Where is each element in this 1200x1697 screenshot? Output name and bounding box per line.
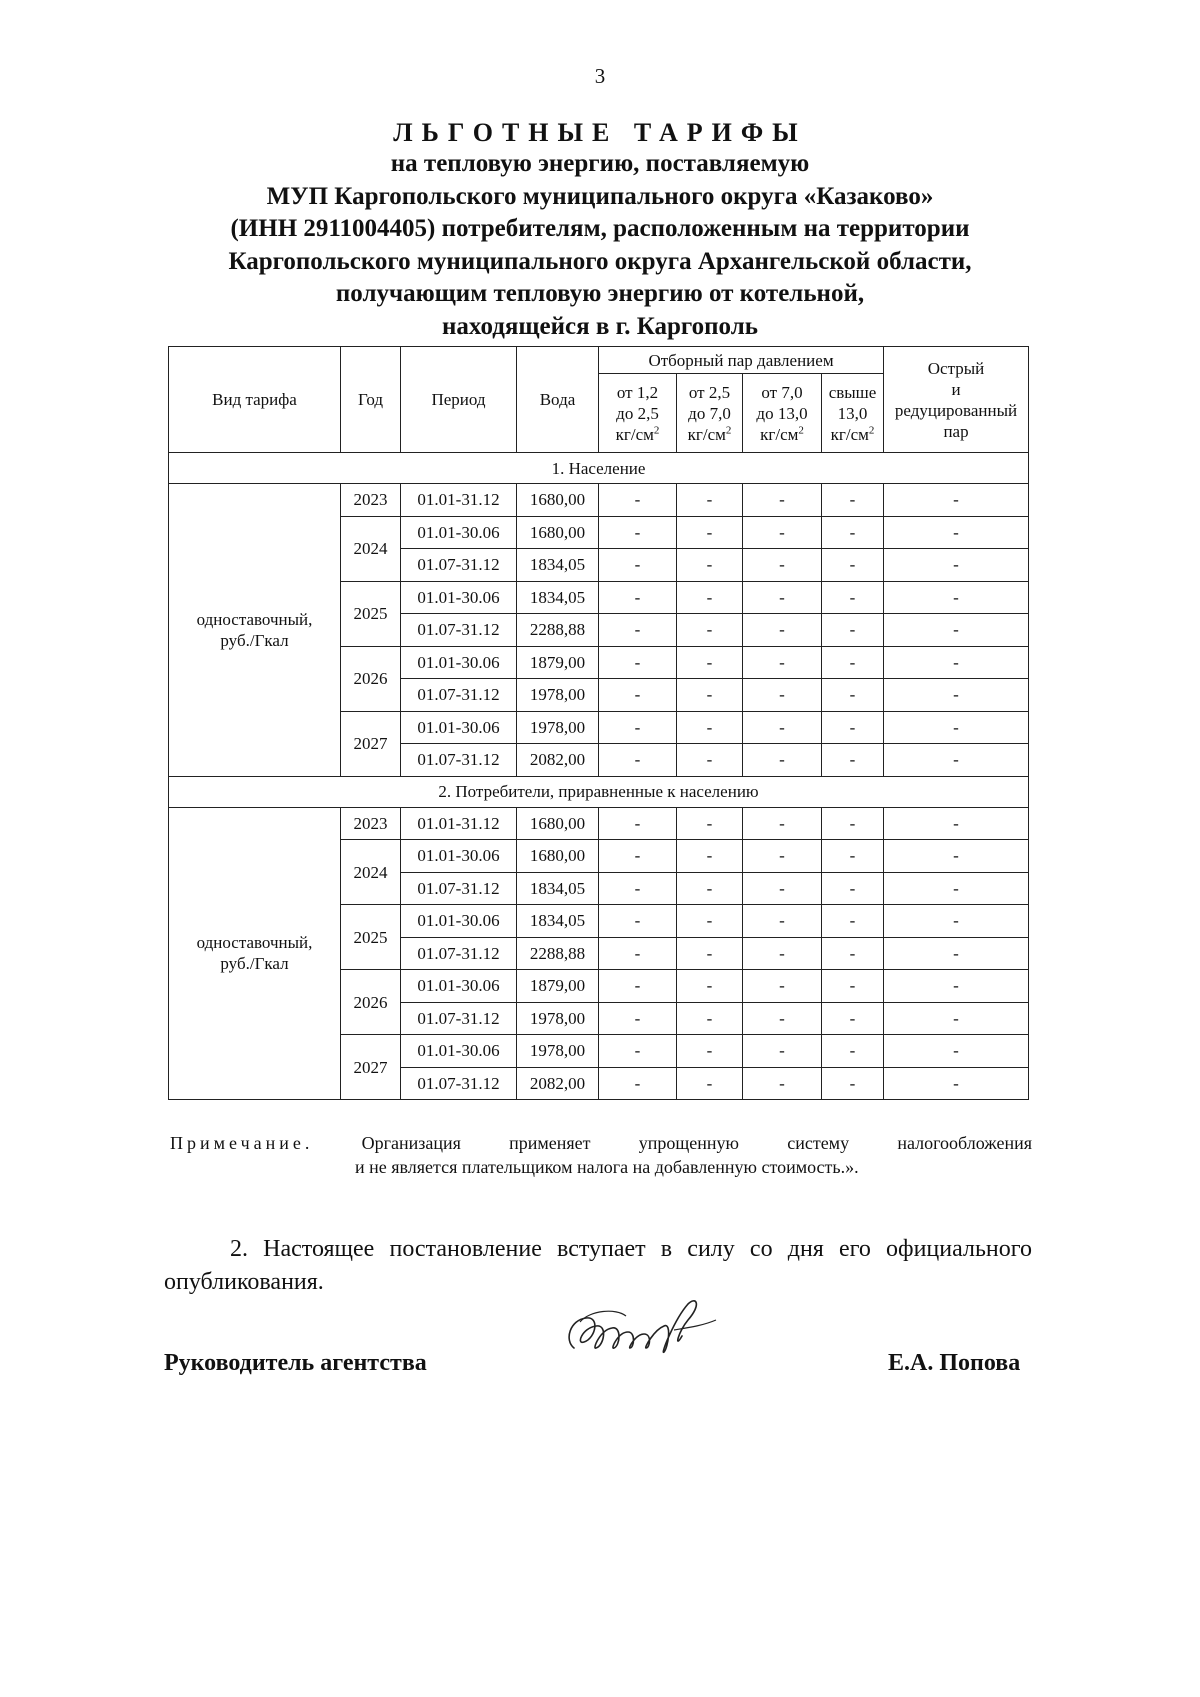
dash-cell: - <box>599 581 677 614</box>
dash-cell: - <box>884 679 1029 712</box>
year-cell: 2027 <box>341 711 401 776</box>
dash-cell: - <box>822 484 884 517</box>
signer-position: Руководитель агентства <box>164 1350 427 1376</box>
tariff-type-cell <box>169 484 341 777</box>
header-sharp-line: и <box>951 379 961 399</box>
dash-cell: - <box>822 711 884 744</box>
dash-cell: - <box>599 484 677 517</box>
header-steam-3 <box>743 374 822 453</box>
dash-cell: - <box>677 807 743 840</box>
page-number: 3 <box>594 64 606 88</box>
dash-cell: - <box>884 807 1029 840</box>
year-cell: 2023 <box>341 807 401 840</box>
dash-cell: - <box>884 905 1029 938</box>
period-cell: 01.01-30.06 <box>401 581 517 614</box>
dash-cell: - <box>884 614 1029 647</box>
dash-cell: - <box>822 646 884 679</box>
header-line: от 7,0 <box>761 382 803 402</box>
dash-cell: - <box>743 549 822 582</box>
header-sharp-steam <box>884 347 1029 453</box>
dash-cell: - <box>743 744 822 777</box>
title-line: (ИНН 2911004405) потребителям, расположенным на территории <box>230 215 970 242</box>
header-year: Год <box>341 347 401 453</box>
header-unit-power: 2 <box>725 423 732 436</box>
dash-cell: - <box>743 970 822 1003</box>
section-title: 2. Потребители, приравненные к населению <box>169 776 1029 807</box>
dash-cell: - <box>743 614 822 647</box>
water-cell: 1879,00 <box>517 646 599 679</box>
tariffs-table <box>168 346 1029 1100</box>
dash-cell: - <box>677 549 743 582</box>
title-line: получающим тепловую энергию от котельной, <box>335 280 865 307</box>
period-cell: 01.07-31.12 <box>401 872 517 905</box>
dash-cell: - <box>822 872 884 905</box>
note-line-2: и не является плательщиком налога на добавленную стоимость.». <box>355 1157 859 1177</box>
section-row <box>169 453 1029 484</box>
note-word: упрощенную <box>638 1133 739 1153</box>
dash-cell: - <box>884 744 1029 777</box>
header-period: Период <box>401 347 517 453</box>
tariff-type-line: одноставочный, <box>196 933 313 953</box>
header-tariff-type: Вид тарифа <box>169 347 341 453</box>
dash-cell: - <box>822 581 884 614</box>
title-line: находящейся в г. Каргополь <box>442 312 758 340</box>
dash-cell: - <box>599 1002 677 1035</box>
header-line: до 2,5 <box>616 403 659 423</box>
header-water: Вода <box>517 347 599 453</box>
year-cell: 2026 <box>341 646 401 711</box>
dash-cell: - <box>599 905 677 938</box>
water-cell: 2288,88 <box>517 937 599 970</box>
header-unit: кг/см <box>615 424 654 444</box>
period-cell: 01.01-31.12 <box>401 807 517 840</box>
dash-cell: - <box>743 840 822 873</box>
dash-cell: - <box>743 484 822 517</box>
tariffs-table-body <box>169 453 1029 1100</box>
dash-cell: - <box>822 937 884 970</box>
note-line-1 <box>170 1131 1032 1155</box>
dash-cell: - <box>884 970 1029 1003</box>
dash-cell: - <box>822 744 884 777</box>
header-unit-power: 2 <box>798 423 804 436</box>
header-line: свыше <box>828 382 877 402</box>
water-cell: 1680,00 <box>517 840 599 873</box>
period-cell: 01.07-31.12 <box>401 1002 517 1035</box>
table-row <box>169 484 1029 517</box>
paragraph-line-1: 2. Настоящее постановление вступает в силу со дня его официального <box>230 1236 1032 1262</box>
dash-cell: - <box>599 1067 677 1100</box>
dash-cell: - <box>599 807 677 840</box>
dash-cell: - <box>822 614 884 647</box>
dash-cell: - <box>743 1035 822 1068</box>
dash-cell: - <box>677 679 743 712</box>
dash-cell: - <box>677 840 743 873</box>
dash-cell: - <box>743 516 822 549</box>
dash-cell: - <box>599 937 677 970</box>
header-steam-4 <box>822 374 884 453</box>
signer-name: Е.А. Попова <box>888 1350 1021 1376</box>
dash-cell: - <box>599 1035 677 1068</box>
period-cell: 01.07-31.12 <box>401 614 517 647</box>
period-cell: 01.01-30.06 <box>401 840 517 873</box>
dash-cell: - <box>743 581 822 614</box>
dash-cell: - <box>677 1035 743 1068</box>
water-cell: 1680,00 <box>517 484 599 517</box>
section-title: 1. Население <box>169 453 1029 484</box>
water-cell: 2082,00 <box>517 744 599 777</box>
dash-cell: - <box>822 1067 884 1100</box>
year-cell: 2027 <box>341 1035 401 1100</box>
dash-cell: - <box>743 937 822 970</box>
header-sharp-line: редуцированный <box>894 400 1018 420</box>
period-cell: 01.07-31.12 <box>401 549 517 582</box>
dash-cell: - <box>822 905 884 938</box>
dash-cell: - <box>743 679 822 712</box>
water-cell: 1978,00 <box>517 1035 599 1068</box>
water-cell: 1834,05 <box>517 581 599 614</box>
header-unit-power: 2 <box>653 423 660 436</box>
paragraph-line-2: опубликования. <box>164 1269 324 1295</box>
dash-cell: - <box>884 484 1029 517</box>
water-cell: 1834,05 <box>517 549 599 582</box>
dash-cell: - <box>599 840 677 873</box>
dash-cell: - <box>743 905 822 938</box>
header-sharp-line: Острый <box>927 358 985 378</box>
dash-cell: - <box>677 970 743 1003</box>
dash-cell: - <box>743 1067 822 1100</box>
dash-cell: - <box>822 970 884 1003</box>
dash-cell: - <box>677 484 743 517</box>
period-cell: 01.01-30.06 <box>401 516 517 549</box>
dash-cell: - <box>599 872 677 905</box>
dash-cell: - <box>743 872 822 905</box>
header-line: от 1,2 <box>616 382 659 402</box>
title-line: на тепловую энергию, поставляемую <box>390 150 810 177</box>
note-word: Организация <box>361 1133 461 1153</box>
header-unit-power: 2 <box>868 423 875 436</box>
title-main: ЛЬГОТНЫЕ ТАРИФЫ <box>393 118 807 147</box>
dash-cell: - <box>677 581 743 614</box>
dash-cell: - <box>822 679 884 712</box>
year-cell: 2025 <box>341 905 401 970</box>
header-unit: кг/см <box>760 424 799 444</box>
dash-cell: - <box>884 646 1029 679</box>
water-cell: 2288,88 <box>517 614 599 647</box>
dash-cell: - <box>599 711 677 744</box>
note-label: Примечание. <box>170 1133 314 1153</box>
year-cell: 2025 <box>341 581 401 646</box>
dash-cell: - <box>599 516 677 549</box>
dash-cell: - <box>677 744 743 777</box>
dash-cell: - <box>884 549 1029 582</box>
header-unit: кг/см <box>687 424 726 444</box>
header-sharp-line: пар <box>943 421 969 441</box>
dash-cell: - <box>599 679 677 712</box>
header-line: до 7,0 <box>688 403 731 423</box>
dash-cell: - <box>677 516 743 549</box>
water-cell: 1834,05 <box>517 905 599 938</box>
dash-cell: - <box>599 646 677 679</box>
dash-cell: - <box>884 1067 1029 1100</box>
tariff-type-line: одноставочный, <box>196 609 313 629</box>
dash-cell: - <box>599 614 677 647</box>
period-cell: 01.01-30.06 <box>401 905 517 938</box>
header-steam-2 <box>677 374 743 453</box>
dash-cell: - <box>743 1002 822 1035</box>
tariff-type-line: руб./Гкал <box>220 954 289 974</box>
water-cell: 1834,05 <box>517 872 599 905</box>
year-cell: 2026 <box>341 970 401 1035</box>
title-line: Каргопольского муниципального округа Архангельской области, <box>228 247 972 275</box>
note-word: налогообложения <box>897 1133 1032 1153</box>
dash-cell: - <box>884 937 1029 970</box>
period-cell: 01.07-31.12 <box>401 744 517 777</box>
water-cell: 1680,00 <box>517 807 599 840</box>
dash-cell: - <box>822 807 884 840</box>
dash-cell: - <box>884 1002 1029 1035</box>
header-line: от 2,5 <box>688 382 731 402</box>
header-line: 13,0 <box>837 403 868 423</box>
period-cell: 01.01-30.06 <box>401 1035 517 1068</box>
year-cell: 2024 <box>341 516 401 581</box>
dash-cell: - <box>677 711 743 744</box>
header-steam-1 <box>599 374 677 453</box>
water-cell: 1680,00 <box>517 516 599 549</box>
dash-cell: - <box>677 905 743 938</box>
period-cell: 01.01-30.06 <box>401 646 517 679</box>
dash-cell: - <box>677 937 743 970</box>
dash-cell: - <box>599 970 677 1003</box>
dash-cell: - <box>677 1002 743 1035</box>
header-steam-group: Отборный пар давлением <box>599 347 884 374</box>
water-cell: 2082,00 <box>517 1067 599 1100</box>
period-cell: 01.01-31.12 <box>401 484 517 517</box>
dash-cell: - <box>884 581 1029 614</box>
dash-cell: - <box>822 1035 884 1068</box>
dash-cell: - <box>743 711 822 744</box>
dash-cell: - <box>599 549 677 582</box>
period-cell: 01.01-30.06 <box>401 711 517 744</box>
year-cell: 2023 <box>341 484 401 517</box>
period-cell: 01.07-31.12 <box>401 1067 517 1100</box>
document-title <box>0 118 1200 343</box>
note <box>170 1131 1032 1179</box>
period-cell: 01.07-31.12 <box>401 937 517 970</box>
dash-cell: - <box>599 744 677 777</box>
dash-cell: - <box>884 872 1029 905</box>
dash-cell: - <box>743 807 822 840</box>
header-line: до 13,0 <box>756 403 808 423</box>
water-cell: 1879,00 <box>517 970 599 1003</box>
table-row <box>169 807 1029 840</box>
water-cell: 1978,00 <box>517 1002 599 1035</box>
tariff-type-line: руб./Гкал <box>220 630 289 650</box>
section-row <box>169 776 1029 807</box>
year-cell: 2024 <box>341 840 401 905</box>
dash-cell: - <box>884 711 1029 744</box>
dash-cell: - <box>677 614 743 647</box>
dash-cell: - <box>677 646 743 679</box>
dash-cell: - <box>884 840 1029 873</box>
water-cell: 1978,00 <box>517 679 599 712</box>
dash-cell: - <box>743 646 822 679</box>
water-cell: 1978,00 <box>517 711 599 744</box>
dash-cell: - <box>884 516 1029 549</box>
dash-cell: - <box>884 1035 1029 1068</box>
tariff-type-cell <box>169 807 341 1100</box>
dash-cell: - <box>677 1067 743 1100</box>
period-cell: 01.01-30.06 <box>401 970 517 1003</box>
note-word: систему <box>787 1133 850 1153</box>
title-line: МУП Каргопольского муниципального округа «Казаково» <box>266 182 934 210</box>
dash-cell: - <box>822 549 884 582</box>
dash-cell: - <box>822 840 884 873</box>
note-word: применяет <box>509 1133 591 1153</box>
handwritten-signature <box>556 1290 756 1370</box>
dash-cell: - <box>677 872 743 905</box>
dash-cell: - <box>822 1002 884 1035</box>
dash-cell: - <box>822 516 884 549</box>
period-cell: 01.07-31.12 <box>401 679 517 712</box>
header-unit: кг/см <box>830 424 869 444</box>
